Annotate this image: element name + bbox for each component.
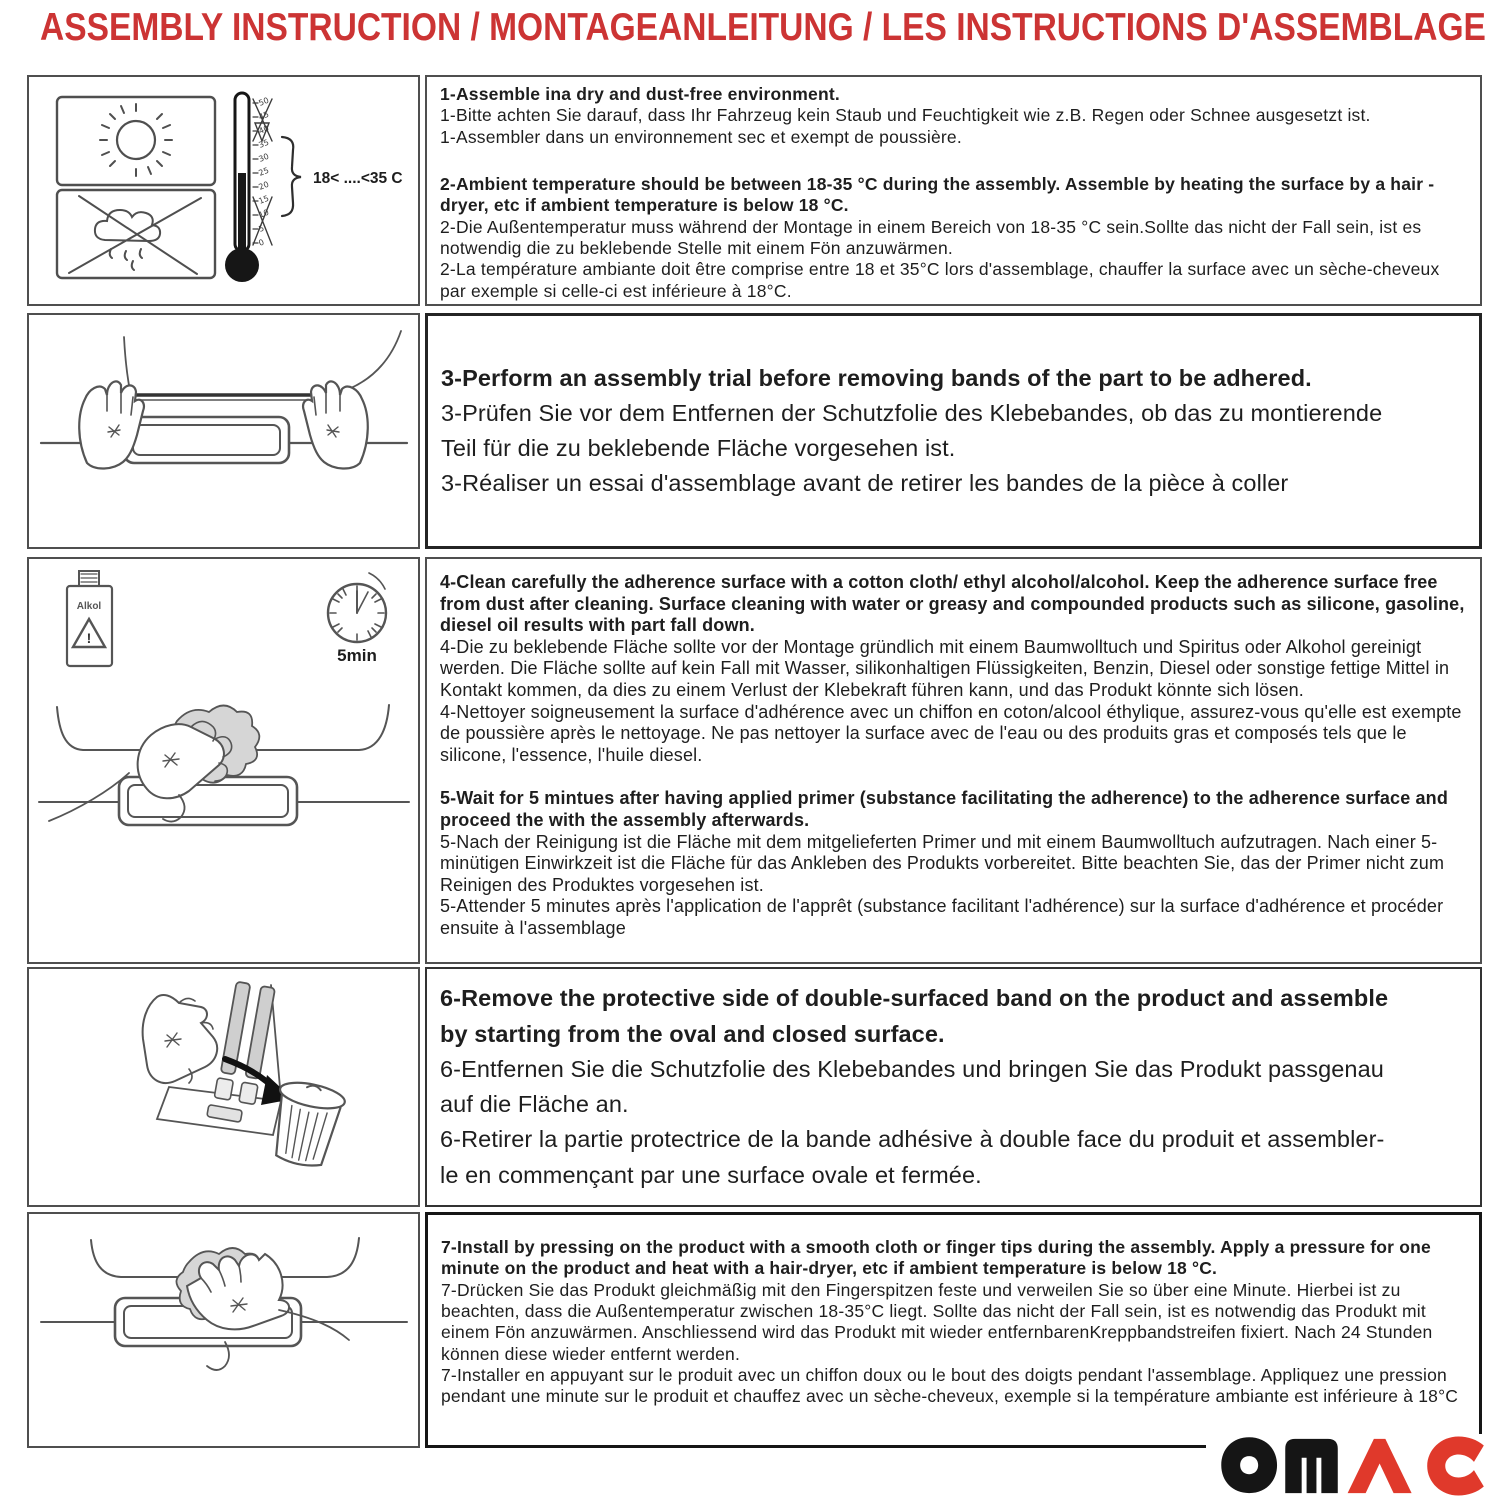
instruction-de-4: 4-Die zu beklebende Fläche sollte vor der Montage gründlich mit einem Baumwolltuch und Spiritus oder Alkohol gereinigt werden. Die Fläche sollte auf kein Fall mit Wasser, silikonhaltigen Flüssigkeiten, Benzin, Diesel oder sonstige fettige Mittel in Kontakt kommen, da dies zu einem Verlust der Klebekraft führen kann, und das Produkt könnte sich lösen. (440, 636, 1450, 700)
instruction-en-3: 3-Perform an assembly trial before removing bands of the part to be adhered. (441, 364, 1312, 391)
warning-exclamation: ! (86, 630, 92, 646)
tick-label: 10 (257, 207, 271, 220)
instruction-en-7: 7-Install by pressing on the product with a smooth cloth or finger tips during the assembly. Apply a pressure for one minute on the product and heat with a hair-dryer, etc if ambient temperature is below 18 °C. (441, 1237, 1431, 1279)
instruction-fr-3: 3-Réaliser un essai d'assemblage avant de retirer les bandes de la pièce à coller (441, 470, 1289, 497)
environment-illustration (29, 77, 418, 304)
instruction-en-4: 4-Clean carefully the adherence surface with a cotton cloth/ ethyl alcohol/alcohol. Keep the adherence surface free from dust after cleaning. Surface cleaning with water or greasy and compounded products such as silicone, gasoline, diesel oil results with part fall down. (440, 572, 1465, 636)
thermometer-icon (225, 93, 403, 282)
remove-band-illustration (29, 969, 418, 1205)
press-illustration (29, 1214, 418, 1446)
tick-label: 20 (257, 179, 271, 192)
page-title: ASSEMBLY INSTRUCTION / MONTAGEANLEITUNG / LES INSTRUCTIONS D'ASSEMBLAGE (40, 6, 1486, 49)
logo-letters-AC (1348, 1436, 1484, 1495)
spacer (440, 148, 1467, 174)
no-rain-icon (69, 196, 201, 274)
instruction-fr-1: 1-Assembler dans un environnement sec et exempt de poussière. (440, 126, 962, 147)
trim-part-inner (133, 425, 280, 455)
instruction-en-5: 5-Wait for 5 mintues after having applied primer (substance facilitating the adherence) to the adherence surface and proceed the with the assembly afterwards. (440, 788, 1448, 830)
tick-label: 40 (257, 123, 271, 136)
instruction-fr-5: 5-Attender 5 minutes après l'application de l'apprêt (substance facilitant l'adhérence) sur la surface d'adhérence et procéder ensuite à l'assemblage (440, 896, 1444, 938)
instruction-fr-4: 4-Nettoyer soigneusement la surface d'adhérence avec un chiffon en coton/alcool éthylique, assurez-vous qu'elle est exempte de poussière après le nettoyage. Ne pas nettoyer la surface avec de l'eau ou des produits gras et composés tels que le silicone, l'essence, l'huile diesel. (440, 701, 1462, 765)
illustration-panel-environment (27, 75, 420, 306)
tick-label: 15 (257, 193, 271, 206)
omac-logo (1206, 1434, 1500, 1498)
alcohol-bottle-icon (67, 571, 112, 666)
tick-label: 5 (257, 223, 266, 234)
tick-label: 30 (257, 151, 271, 164)
illustration-panel-assembly-trial (27, 313, 420, 549)
instruction-en-2: 2-Ambient temperature should be between 18-35 °C during the assembly. Assemble by heating the surface by a hair -dryer, etc if ambient temperature is below 18 °C. (440, 174, 1435, 216)
instruction-de-2: 2-Die Außentemperatur muss während der Montage in einem Bereich von 18-35 °C sein.Sollte das nicht der Fall sein, ist es notwendig die zu beklebende Stelle mit einem Fön anzuwärmen. (440, 216, 1422, 259)
instruction-en-6: 6-Remove the protective side of double-surfaced band on the product and assemble by starting from the oval and closed surface. (440, 985, 1389, 1047)
instructions-steps-4-5 (425, 557, 1482, 964)
right-hand (303, 381, 368, 468)
tick-label: 25 (257, 165, 271, 178)
assembly-trial-illustration (29, 315, 418, 547)
peeling-hand (143, 995, 218, 1083)
clock-icon (328, 573, 386, 665)
illustration-panel-press (27, 1212, 420, 1448)
pressing-hand (176, 1248, 349, 1370)
tick-label: 0 (257, 237, 266, 248)
arm-line (49, 773, 129, 821)
instructions-steps-1-2 (425, 75, 1482, 306)
tick-label: 50 (257, 95, 271, 108)
clock-duration-label: 5min (337, 646, 377, 665)
instruction-de-6: 6-Entfernen Sie die Schutzfolie des Klebebandes und bringen Sie das Produkt passgenau auf die Fläche an. (440, 1055, 1384, 1117)
band-end-left (124, 337, 130, 391)
cleaning-illustration (29, 559, 418, 962)
range-brace (282, 137, 301, 216)
instruction-en-1: 1-Assemble ina dry and dust-free environment. (440, 84, 840, 104)
instructions-step-3 (425, 313, 1482, 549)
tick-label: 45 (257, 109, 271, 122)
logo-letters-OM (1221, 1437, 1338, 1493)
illustration-panel-cleaning (27, 557, 420, 964)
instruction-fr-6: 6-Retirer la partie protectrice de la bande adhésive à double face du produit et assembler-le en commençant par une surface ovale et fermée. (440, 1126, 1385, 1188)
temperature-range-label: 18< ....<35 C (313, 170, 403, 187)
instruction-fr-2: 2-La température ambiante doit être comprise entre 18 et 35°C lors d'assemblage, chauffer la surface avec un sèche-cheveux par exemple si celle-ci est inférieure à 18°C. (440, 259, 1440, 301)
instruction-fr-7: 7-Installer en appuyant sur le produit avec un chiffon doux ou le bout des doigts pendant l'assemblage. Appliquez une pression pendant une minute sur le produit et chauffez avec un sèche-cheveux, exemple si la température ambiante est inférieure à 18°C (441, 1365, 1459, 1407)
instructions-step-7 (425, 1212, 1482, 1448)
instruction-de-7: 7-Drücken Sie das Produkt gleichmäßig mit den Fingerspitzen feste und verweilen Sie so über eine Minute. Hierbei ist zu beachten, dass die Außentemperatur zwischen 18-35°C liegt. Sollte das nicht der Fall sein, ist es notwendig das Produkt mit einem Fön anzuwärmen. Anschliessend wird das Produkt mit wieder entfernbarenKreppbandstreifen fixiert. Nach 24 Stunden können diese wieder entfernt werden. (441, 1279, 1433, 1364)
instruction-de-1: 1-Bitte achten Sie darauf, dass Ihr Fahrzeug kein Staub und Feuchtigkeit wie z.B. Regen oder Schnee ausgesetzt ist. (440, 105, 1371, 126)
instruction-de-5: 5-Nach der Reinigung ist die Fläche mit dem mitgelieferten Primer und mit einem Baumwolltuch aufzutragen. Nach einer 5-minütigen Einwirkzeit ist die Fläche für das Ankleben des Produkts vorbereitet. Bitte beachten Sie, das der Primer nicht zum Reinigen des Produktes vorgesehen ist. (440, 831, 1445, 895)
spacer (440, 766, 1467, 788)
band-end-right (331, 331, 401, 395)
illustration-panel-remove-band (27, 967, 420, 1207)
bottle-label: Alkol (76, 601, 102, 612)
tick-label: 35 (257, 137, 271, 150)
instruction-de-3: 3-Prüfen Sie vor dem Entfernen der Schutzfolie des Klebebandes, ob das zu montierende Teil für die zu beklebende Fläche vorgesehen ist. (441, 399, 1383, 461)
instructions-step-6 (425, 967, 1482, 1207)
sun-icon (100, 104, 172, 176)
omac-logo-graphic (1216, 1434, 1494, 1498)
